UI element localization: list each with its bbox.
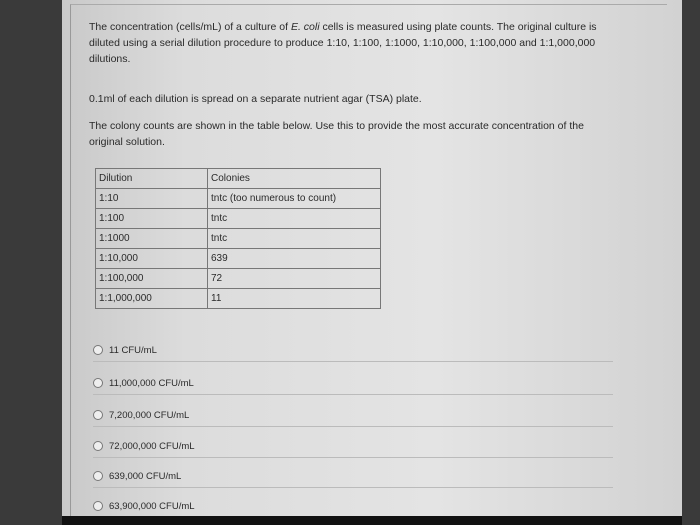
header-dilution: Dilution xyxy=(96,169,208,189)
radio-button[interactable] xyxy=(93,501,103,511)
question-panel xyxy=(70,4,667,517)
answer-option[interactable] xyxy=(93,404,613,427)
taskbar xyxy=(62,516,682,525)
header-colonies: Colonies xyxy=(208,169,381,189)
radio-button[interactable] xyxy=(93,378,103,388)
cell-colonies: 72 xyxy=(208,269,381,289)
answer-option[interactable] xyxy=(93,435,613,458)
option-label: 7,200,000 CFU/mL xyxy=(109,409,190,421)
table-row xyxy=(96,229,381,249)
table-row xyxy=(96,289,381,309)
radio-button[interactable] xyxy=(93,345,103,355)
table-row xyxy=(96,189,381,209)
cell-colonies: tntc (too numerous to count) xyxy=(208,189,381,209)
answer-option[interactable] xyxy=(93,339,613,362)
answer-option[interactable] xyxy=(93,465,613,488)
intro-text: The concentration (cells/mL) of a culture of xyxy=(89,21,291,33)
table-row xyxy=(96,209,381,229)
radio-button[interactable] xyxy=(93,471,103,481)
cell-colonies: 639 xyxy=(208,249,381,269)
option-label: 11,000,000 CFU/mL xyxy=(109,377,194,389)
cell-colonies: tntc xyxy=(208,209,381,229)
organism-name: E. coli xyxy=(290,21,320,33)
question-plating: 0.1ml of each dilution is spread on a separate nutrient agar (TSA) plate. xyxy=(89,93,422,105)
cell-colonies: tntc xyxy=(208,229,381,249)
option-label: 63,900,000 CFU/mL xyxy=(109,500,195,512)
answer-option[interactable] xyxy=(93,495,613,517)
colony-table xyxy=(95,168,381,309)
cell-dilution: 1:1000 xyxy=(96,229,208,249)
answer-option[interactable] xyxy=(93,372,613,395)
option-label: 639,000 CFU/mL xyxy=(109,470,182,482)
cell-colonies: 11 xyxy=(208,289,381,309)
cell-dilution: 1:10,000 xyxy=(96,249,208,269)
question-intro xyxy=(89,19,609,67)
table-header xyxy=(96,169,381,189)
intro-text-cont: cells is measured using plate counts. The original culture is diluted using a serial dilution procedure to produce 1:10, 1:100, 1:1000, 1:10,000, 1:100,000 and 1:1,000,000 dilutions. xyxy=(89,21,597,65)
question-instruction: The colony counts are shown in the table below. Use this to provide the most accurate concentration of the original solution. xyxy=(89,120,584,148)
cell-dilution: 1:100,000 xyxy=(96,269,208,289)
option-label: 72,000,000 CFU/mL xyxy=(109,440,195,452)
table-row xyxy=(96,249,381,269)
table-row xyxy=(96,269,381,289)
cell-dilution: 1:1,000,000 xyxy=(96,289,208,309)
cell-dilution: 1:100 xyxy=(96,209,208,229)
cell-dilution: 1:10 xyxy=(96,189,208,209)
option-label: 11 CFU/mL xyxy=(109,344,157,356)
radio-button[interactable] xyxy=(93,410,103,420)
screen xyxy=(62,0,682,516)
radio-button[interactable] xyxy=(93,441,103,451)
